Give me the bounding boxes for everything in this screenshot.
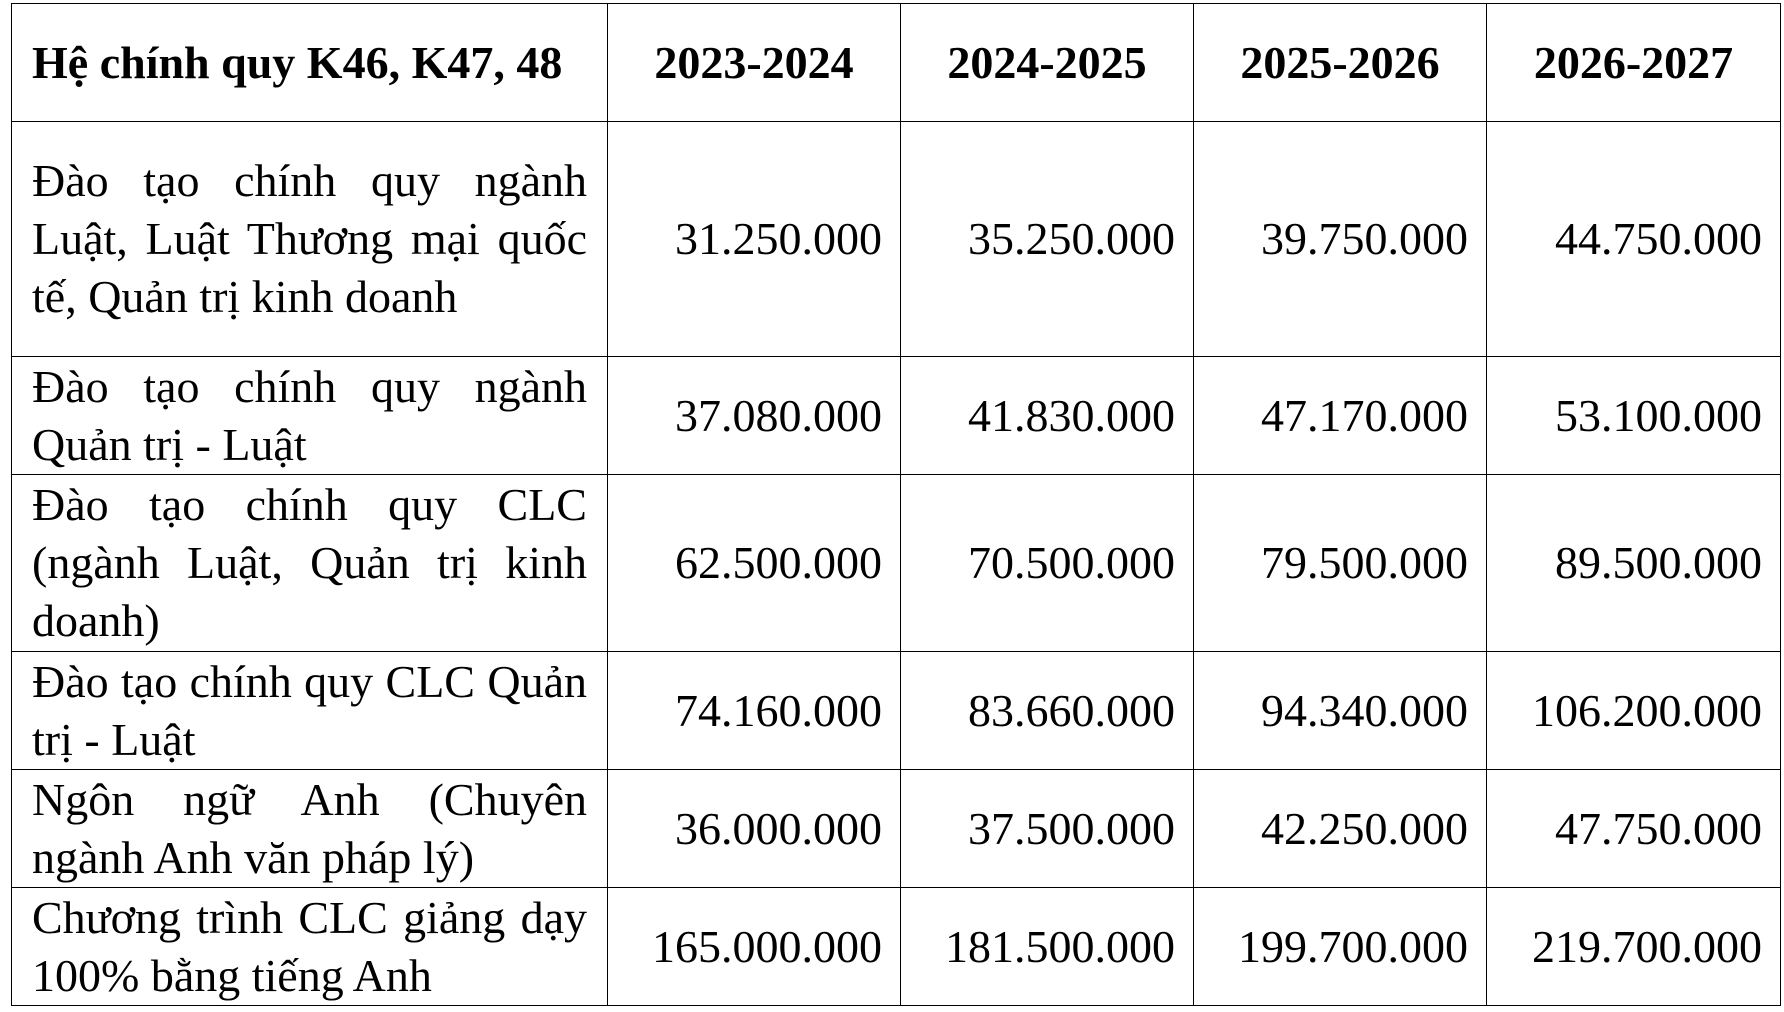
fee-cell: 181.500.000 [901,888,1194,1006]
fee-cell: 94.340.000 [1194,652,1487,770]
fee-cell: 35.250.000 [901,122,1194,357]
fee-cell: 37.500.000 [901,770,1194,888]
table-row [12,888,1781,1006]
fee-cell: 165.000.000 [608,888,901,1006]
fee-cell: 47.170.000 [1194,357,1487,475]
fee-cell: 39.750.000 [1194,122,1487,357]
header-row [12,4,1781,122]
program-name: Chương trình CLC giảng dạy 100% bằng tiếng Anh [12,888,608,1006]
fee-cell: 53.100.000 [1487,357,1781,475]
column-header-2024-2025: 2024-2025 [901,4,1194,122]
fee-cell: 62.500.000 [608,475,901,652]
fee-cell: 47.750.000 [1487,770,1781,888]
column-header-2025-2026: 2025-2026 [1194,4,1487,122]
program-name: Đào tạo chính quy ngành Quản trị - Luật [12,357,608,475]
table-row [12,122,1781,357]
table-row [12,652,1781,770]
table-row [12,770,1781,888]
fee-cell: 89.500.000 [1487,475,1781,652]
fee-cell: 199.700.000 [1194,888,1487,1006]
fee-cell: 83.660.000 [901,652,1194,770]
fee-cell: 42.250.000 [1194,770,1487,888]
table-row [12,475,1781,652]
program-name: Ngôn ngữ Anh (Chuyên ngành Anh văn pháp lý) [12,770,608,888]
fee-cell: 37.080.000 [608,357,901,475]
fee-cell: 36.000.000 [608,770,901,888]
fee-cell: 219.700.000 [1487,888,1781,1006]
column-header-2026-2027: 2026-2027 [1487,4,1781,122]
corner-header: Hệ chính quy K46, K47, 48 [12,4,608,122]
fee-cell: 31.250.000 [608,122,901,357]
fee-cell: 106.200.000 [1487,652,1781,770]
tuition-fee-table [11,3,1781,1006]
fee-cell: 70.500.000 [901,475,1194,652]
program-name: Đào tạo chính quy CLC (ngành Luật, Quản trị kinh doanh) [12,475,608,652]
table-row [12,357,1781,475]
column-header-2023-2024: 2023-2024 [608,4,901,122]
program-name: Đào tạo chính quy ngành Luật, Luật Thương mại quốc tế, Quản trị kinh doanh [12,122,608,357]
fee-cell: 41.830.000 [901,357,1194,475]
fee-cell: 79.500.000 [1194,475,1487,652]
fee-cell: 44.750.000 [1487,122,1781,357]
program-name: Đào tạo chính quy CLC Quản trị - Luật [12,652,608,770]
fee-cell: 74.160.000 [608,652,901,770]
